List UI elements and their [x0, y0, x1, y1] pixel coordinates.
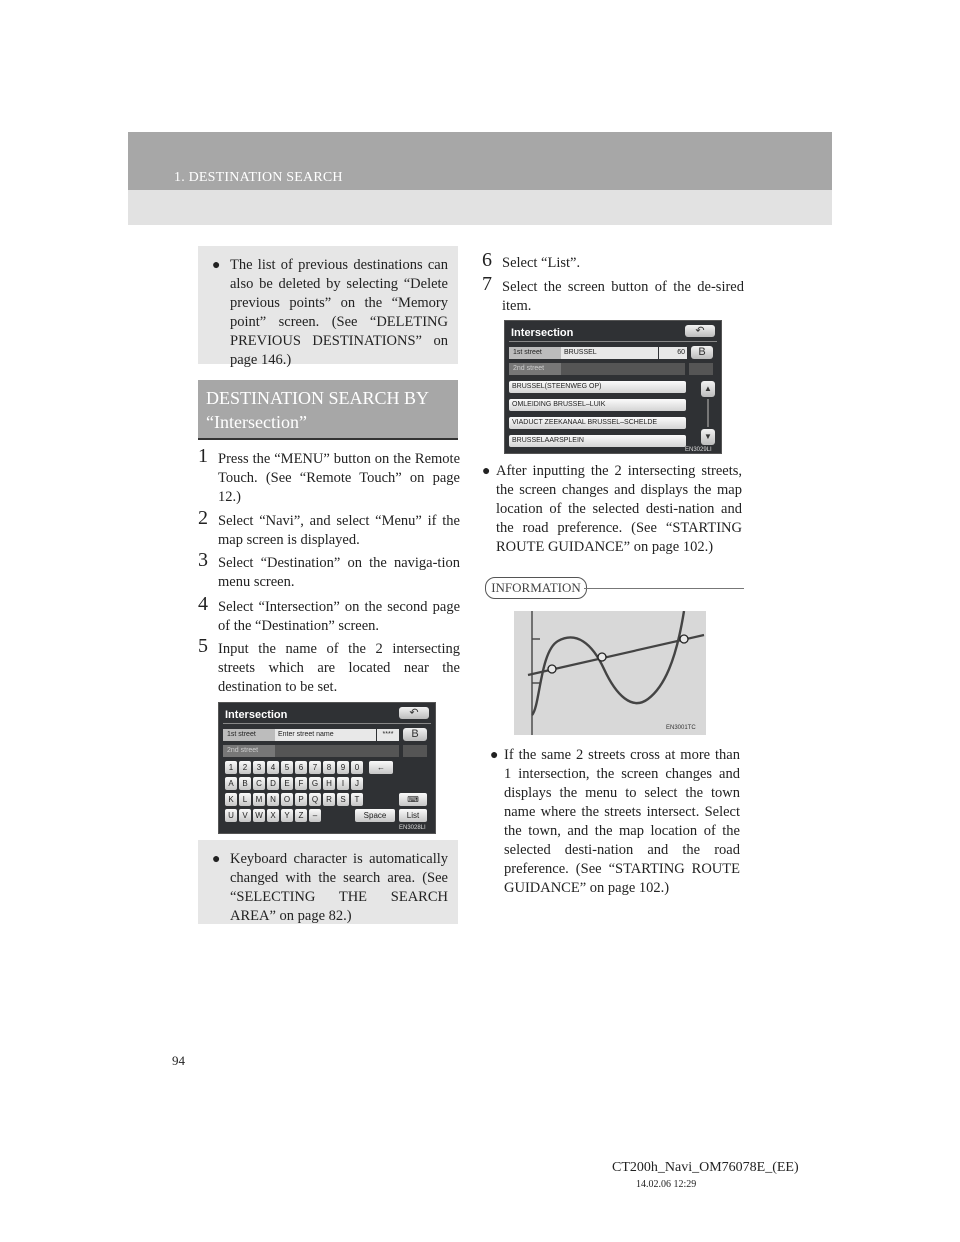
second-street-extra — [403, 745, 427, 757]
information-divider — [584, 588, 744, 589]
keyboard-key[interactable]: G — [309, 777, 321, 790]
bullet-icon: ● — [490, 748, 499, 763]
keyboard-key[interactable]: F — [295, 777, 307, 790]
scroll-down-icon[interactable]: ▼ — [701, 429, 715, 445]
keyboard-key[interactable]: V — [239, 809, 251, 822]
footer-document-id: CT200h_Navi_OM76078E_(EE) — [612, 1160, 799, 1175]
figure-code: EN3029LI — [685, 447, 712, 453]
step-3 — [198, 549, 460, 592]
step-2 — [198, 507, 460, 550]
footer-timestamp: 14.02.06 12:29 — [636, 1179, 697, 1190]
list-item[interactable]: VIADUCT ZEEKANAAL BRUSSEL–SCHELDE — [509, 417, 686, 429]
first-street-label[interactable]: 1st street — [509, 347, 561, 359]
keyboard-key[interactable]: 9 — [337, 761, 349, 774]
second-street-field[interactable] — [275, 745, 399, 757]
keyboard-key[interactable]: C — [253, 777, 265, 790]
keyboard-key[interactable]: D — [267, 777, 279, 790]
note-text: If the same 2 streets cross at more than 1 intersection, the screen changes and displays the menu to select the town name where the streets intersect. Select the town, and the map location of the selected desti-nation and the road preference. (See “STARTING ROUTE GUIDANCE” on page 102.) — [504, 747, 740, 896]
stars-display: **** — [377, 729, 399, 741]
intersection-diagram-icon — [514, 611, 706, 735]
step-text: Press the “MENU” button on the Remote Touch. (See “Remote Touch” on page 12.) — [218, 451, 460, 505]
keyboard-key[interactable]: I — [337, 777, 349, 790]
back-button[interactable]: ↶ — [685, 325, 715, 337]
keyboard-layout-icon[interactable]: ⌨ — [399, 793, 427, 806]
note-box-previous-destinations — [198, 246, 458, 368]
keyboard-key[interactable]: 0 — [351, 761, 363, 774]
list-button[interactable]: List — [399, 809, 427, 822]
keyboard-key[interactable]: H — [323, 777, 335, 790]
step-text: Select “Navi”, and select “Menu” if the map screen is displayed. — [218, 513, 460, 548]
screen-title: Intersection — [225, 709, 288, 721]
scroll-up-icon[interactable]: ▲ — [701, 381, 715, 397]
backspace-icon[interactable]: ← — [369, 761, 393, 774]
first-street-field[interactable]: Enter street name — [275, 729, 376, 741]
keyboard-key[interactable]: N — [267, 793, 279, 806]
note-same-streets — [490, 746, 740, 898]
keyboard-key[interactable]: 4 — [267, 761, 279, 774]
second-street-label[interactable]: 2nd street — [223, 745, 275, 757]
section-title: 1. DESTINATION SEARCH — [174, 170, 343, 185]
step-number: 1 — [198, 445, 208, 467]
bullet-icon: ● — [212, 258, 221, 273]
space-key[interactable]: Space — [355, 809, 395, 822]
keyboard-key[interactable]: R — [323, 793, 335, 806]
step-number: 7 — [482, 273, 492, 295]
keyboard-key[interactable]: Z — [295, 809, 307, 822]
keyboard-key[interactable]: O — [281, 793, 293, 806]
step-text: Input the name of the 2 intersecting streets which are located near the destination to be set. — [218, 641, 460, 695]
note-text: The list of previous destinations can also be deleted by selecting “Delete previous points” on the “Memory point” screen. (See “DELETING PREVIOUS DESTINATIONS” on page 146.) — [230, 257, 448, 368]
b-button[interactable]: B — [691, 346, 713, 359]
step-number: 3 — [198, 549, 208, 571]
keyboard-key[interactable]: Q — [309, 793, 321, 806]
information-label: INFORMATION — [485, 577, 587, 599]
figure-code: EN3028LI — [399, 825, 426, 831]
first-street-label[interactable]: 1st street — [223, 729, 275, 741]
keyboard-key[interactable]: P — [295, 793, 307, 806]
note-after-inputting — [482, 462, 742, 557]
keyboard-key[interactable]: 8 — [323, 761, 335, 774]
keyboard-key[interactable]: Y — [281, 809, 293, 822]
keyboard-key[interactable]: S — [337, 793, 349, 806]
step-number: 6 — [482, 249, 492, 271]
keyboard-key[interactable]: L — [239, 793, 251, 806]
section-heading-line2: “Intersection” — [206, 412, 307, 432]
keyboard-key[interactable]: 3 — [253, 761, 265, 774]
step-number: 4 — [198, 593, 208, 615]
bullet-icon: ● — [482, 464, 491, 479]
list-item[interactable]: OMLEIDING BRUSSEL–LUIK — [509, 399, 686, 411]
step-6 — [482, 249, 744, 273]
keyboard-key[interactable]: E — [281, 777, 293, 790]
page-number: 94 — [172, 1053, 185, 1068]
keyboard-key[interactable]: B — [239, 777, 251, 790]
keyboard-key[interactable]: M — [253, 793, 265, 806]
result-count: 60 — [659, 347, 687, 359]
second-street-field[interactable] — [561, 363, 685, 375]
note-text: Keyboard character is automatically changed with the search area. (See “SELECTING THE SEARCH AREA” on page 82.) — [230, 851, 448, 924]
second-street-extra — [689, 363, 713, 375]
second-street-label[interactable]: 2nd street — [509, 363, 561, 375]
first-street-field[interactable]: BRUSSEL — [561, 347, 658, 359]
step-number: 5 — [198, 635, 208, 657]
keyboard-key[interactable]: 7 — [309, 761, 321, 774]
keyboard-key[interactable]: – — [309, 809, 321, 822]
b-button[interactable]: B — [403, 728, 427, 741]
list-item[interactable]: BRUSSEL(STEENWEG OP) — [509, 381, 686, 393]
back-button[interactable]: ↶ — [399, 707, 429, 719]
intersection-illustration — [514, 611, 706, 735]
note-box-keyboard — [198, 840, 458, 924]
keyboard-key[interactable]: X — [267, 809, 279, 822]
keyboard-key[interactable]: 5 — [281, 761, 293, 774]
step-text: Select the screen button of the de-sired item. — [502, 279, 744, 314]
list-item[interactable]: BRUSSELAARSPLEIN — [509, 435, 686, 447]
keyboard-key[interactable]: 1 — [225, 761, 237, 774]
section-heading-line1: DESTINATION SEARCH BY — [206, 388, 430, 408]
keyboard-key[interactable]: T — [351, 793, 363, 806]
step-text: Select “Intersection” on the second page of the “Destination” screen. — [218, 599, 460, 634]
section-heading — [198, 380, 458, 440]
step-7 — [482, 273, 744, 316]
step-1 — [198, 445, 460, 507]
step-5 — [198, 635, 460, 697]
step-number: 2 — [198, 507, 208, 529]
bullet-icon: ● — [212, 852, 221, 867]
screenshot-keyboard — [218, 702, 436, 834]
step-text: Select “List”. — [502, 255, 581, 271]
step-text: Select “Destination” on the naviga-tion menu screen. — [218, 555, 460, 590]
keyboard-key[interactable]: U — [225, 809, 237, 822]
keyboard-key[interactable]: 6 — [295, 761, 307, 774]
note-text: After inputting the 2 intersecting streets, the screen changes and displays the map location of the selected desti-nation and the road preference. (See “STARTING ROUTE GUIDANCE” on page 102.) — [496, 463, 742, 555]
keyboard-key[interactable]: K — [225, 793, 237, 806]
keyboard-key[interactable]: 2 — [239, 761, 251, 774]
keyboard-key[interactable]: W — [253, 809, 265, 822]
keyboard-key[interactable]: J — [351, 777, 363, 790]
screenshot-list — [504, 320, 722, 454]
screen-title: Intersection — [511, 327, 574, 339]
keyboard-key[interactable]: A — [225, 777, 237, 790]
header-subband — [128, 190, 832, 225]
figure-code: EN3001TC — [666, 725, 696, 731]
step-4 — [198, 593, 460, 636]
